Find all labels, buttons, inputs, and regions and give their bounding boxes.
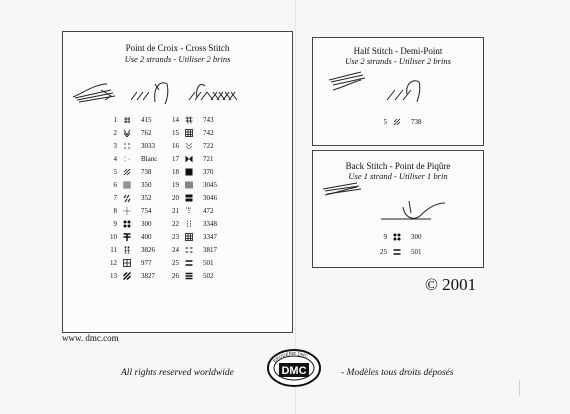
slash-pair-icon <box>123 194 131 202</box>
bow-tie-icon <box>185 155 193 163</box>
hatch-box-icon <box>185 116 193 124</box>
diagonal-dark-icon <box>123 272 131 280</box>
dmc-color-code: 722 <box>203 142 214 150</box>
grid-hash-icon <box>123 116 131 124</box>
dmc-color-code: 350 <box>141 181 152 189</box>
dmc-color-code: 300 <box>411 233 422 241</box>
boxed-grid-dark-icon <box>185 233 193 241</box>
cross-stitch-right-list <box>165 114 255 284</box>
row-number: 12 <box>110 259 117 267</box>
double-bar-icon <box>123 246 131 254</box>
row-number: 16 <box>172 142 179 150</box>
row-number: 22 <box>172 220 179 228</box>
row-number: 6 <box>113 181 117 189</box>
dmc-color-code: 3347 <box>203 233 217 241</box>
row-number: 26 <box>172 272 179 280</box>
row-number: 9 <box>113 220 117 228</box>
svg-text:DMC: DMC <box>281 365 307 377</box>
two-bars-icon <box>393 248 401 256</box>
paper-mark <box>519 380 520 396</box>
dotted-cross-icon <box>123 207 131 215</box>
back-stitch-subtitle: Use 1 strand - Utiliser 1 brin <box>348 171 448 181</box>
dmc-color-code: 3045 <box>203 181 217 189</box>
dmc-color-code: 3033 <box>141 142 155 150</box>
two-bars-icon <box>185 259 193 267</box>
dmc-color-code: 415 <box>141 116 152 124</box>
dmc-color-code: 754 <box>141 207 152 215</box>
four-dots-icon <box>393 233 401 241</box>
dmc-logo <box>266 348 322 388</box>
row-number: 23 <box>172 233 179 241</box>
row-number: 13 <box>110 272 117 280</box>
row-number: 1 <box>113 116 117 124</box>
four-dots-icon <box>123 220 131 228</box>
checker-light-icon <box>185 129 193 137</box>
dmc-color-code: 3348 <box>203 220 217 228</box>
dmc-color-code: 370 <box>203 168 214 176</box>
dots-light-icon <box>123 155 131 163</box>
row-number: 15 <box>172 129 179 137</box>
checker-dense-icon <box>123 181 131 189</box>
rights-reserved-french: - Modèles tous droits déposés <box>341 368 454 378</box>
dmc-color-code: 3827 <box>141 272 155 280</box>
diagonal-light-icon <box>123 168 131 176</box>
row-number: 3 <box>113 142 117 150</box>
row-number: 7 <box>113 194 117 202</box>
dmc-color-code: 3817 <box>203 246 217 254</box>
row-number: 10 <box>110 233 117 241</box>
row-number: 17 <box>172 155 179 163</box>
dmc-color-code: 3826 <box>141 246 155 254</box>
double-v-light-icon <box>185 142 193 150</box>
dmc-color-code: 472 <box>203 207 214 215</box>
dmc-color-code: 501 <box>411 248 422 256</box>
stacked-bars-icon <box>185 272 193 280</box>
row-number: 19 <box>172 181 179 189</box>
dmc-color-code: 738 <box>411 118 422 126</box>
back-stitch-title: Back Stitch - Point de Piqûre <box>345 161 451 171</box>
diagonal-light-icon <box>393 118 401 126</box>
copyright-text: © 2001 <box>425 275 477 294</box>
half-stitch-list <box>373 116 473 130</box>
row-number: 5 <box>383 118 387 126</box>
dmc-color-code: 743 <box>203 116 214 124</box>
vertical-bars-icon <box>185 181 193 189</box>
row-number: 14 <box>172 116 179 124</box>
back-stitch-panel <box>312 150 484 268</box>
dmc-color-code: 300 <box>141 220 152 228</box>
light-double-bar-icon <box>185 220 193 228</box>
solid-square-icon <box>185 168 193 176</box>
dmc-color-code: 977 <box>141 259 152 267</box>
dmc-color-code: 502 <box>203 272 214 280</box>
boxed-grid-icon <box>123 259 131 267</box>
dashes-icon <box>123 142 131 150</box>
row-number: 24 <box>172 246 179 254</box>
dmc-color-code: 738 <box>141 168 152 176</box>
half-stitch-title: Half Stitch - Demi-Point <box>353 46 443 56</box>
svg-text:BRODERIE DMC: BRODERIE DMC <box>272 350 309 364</box>
dotted-t-icon <box>185 207 193 215</box>
filled-t-icon <box>123 233 131 241</box>
row-number: 2 <box>113 129 117 137</box>
row-number: 5 <box>113 168 117 176</box>
dmc-color-code: 352 <box>141 194 152 202</box>
row-number: 20 <box>172 194 179 202</box>
dmc-color-code: 3046 <box>203 194 217 202</box>
dmc-color-code: 501 <box>203 259 214 267</box>
dash-lines-icon <box>185 246 193 254</box>
cross-stitch-panel <box>62 31 293 333</box>
cross-stitch-illustration <box>71 70 261 110</box>
half-stitch-illustration <box>327 60 467 110</box>
half-stitch-subtitle: Use 2 strands - Utiliser 2 brins <box>345 56 451 66</box>
cross-stitch-subtitle: Use 2 strands - Utiliser 2 brins <box>124 54 231 64</box>
dmc-color-code: 762 <box>141 129 152 137</box>
row-number: 18 <box>172 168 179 176</box>
row-number: 25 <box>172 259 179 267</box>
dmc-color-code: 400 <box>141 233 152 241</box>
cross-stitch-title: Point de Croix - Cross Stitch <box>125 43 230 53</box>
double-v-icon <box>123 129 131 137</box>
back-stitch-list <box>373 231 473 261</box>
split-square-icon <box>185 194 193 202</box>
rights-reserved-english: All rights reserved worldwide <box>121 368 234 378</box>
row-number: 4 <box>113 155 117 163</box>
row-number: 8 <box>113 207 117 215</box>
row-number: 21 <box>172 207 179 215</box>
row-number: 11 <box>110 246 117 254</box>
back-stitch-illustration <box>321 173 471 233</box>
dmc-color-code: 742 <box>203 129 214 137</box>
dmc-color-code: 721 <box>203 155 214 163</box>
dmc-color-code: Blanc <box>141 155 158 163</box>
row-number: 25 <box>380 248 387 256</box>
website-link[interactable]: www. dmc.com <box>62 333 119 343</box>
half-stitch-panel <box>312 37 484 146</box>
row-number: 9 <box>383 233 387 241</box>
